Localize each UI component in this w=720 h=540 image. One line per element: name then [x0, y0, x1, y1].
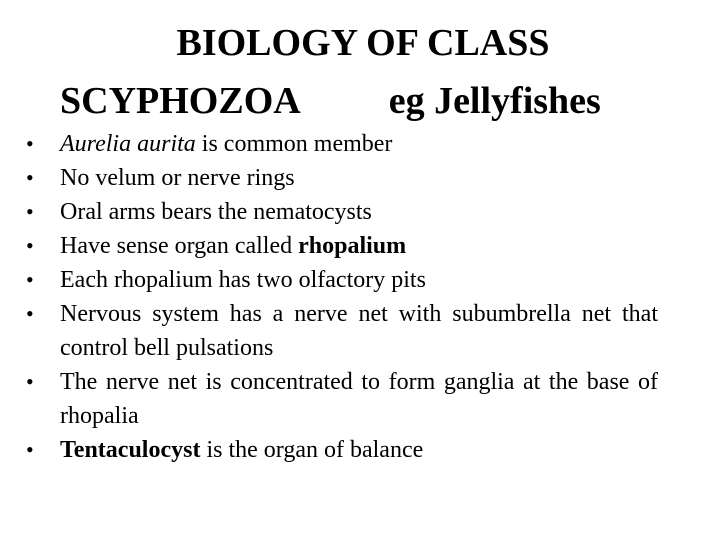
bullet-item — [0, 195, 720, 229]
bullet-text: is the organ of balance — [200, 437, 424, 463]
bullet-item — [0, 297, 720, 365]
bullet-text: Have sense organ called — [60, 233, 299, 259]
bullet-icon: • — [26, 131, 34, 156]
key-term: rhopalium — [298, 233, 407, 259]
bullet-icon: • — [26, 199, 34, 224]
title-class-name: SCYPHOZOA — [60, 80, 301, 122]
bullet-icon: • — [26, 165, 34, 190]
bullet-list — [0, 127, 720, 467]
title-line-1: BIOLOGY OF CLASS — [176, 22, 550, 64]
bullet-icon: • — [26, 267, 34, 292]
bullet-text: Nervous system has a nerve net with subumbrella net that control bell pulsations — [60, 301, 658, 361]
bullet-item — [0, 433, 720, 467]
bullet-icon: • — [26, 233, 34, 258]
bullet-text: is common member — [195, 131, 393, 157]
bullet-item — [0, 263, 720, 297]
species-name: Aurelia aurita — [60, 131, 196, 157]
bullet-text: No velum or nerve rings — [60, 165, 295, 191]
key-term: Tentaculocyst — [60, 437, 201, 463]
bullet-icon: • — [26, 437, 34, 462]
bullet-text: Oral arms bears the nematocysts — [60, 199, 372, 225]
bullet-text: Each rhopalium has two olfactory pits — [60, 267, 426, 293]
bullet-item — [0, 365, 720, 433]
title-line-2 — [0, 72, 720, 130]
bullet-item — [0, 229, 720, 263]
bullet-icon: • — [26, 301, 34, 326]
slide-title — [0, 14, 720, 130]
title-example: eg Jellyfishes — [388, 80, 601, 122]
bullet-text: The nerve net is concentrated to form ganglia at the base of rhopalia — [60, 369, 658, 429]
bullet-item — [0, 161, 720, 195]
bullet-item — [0, 127, 720, 161]
bullet-icon: • — [26, 369, 34, 394]
